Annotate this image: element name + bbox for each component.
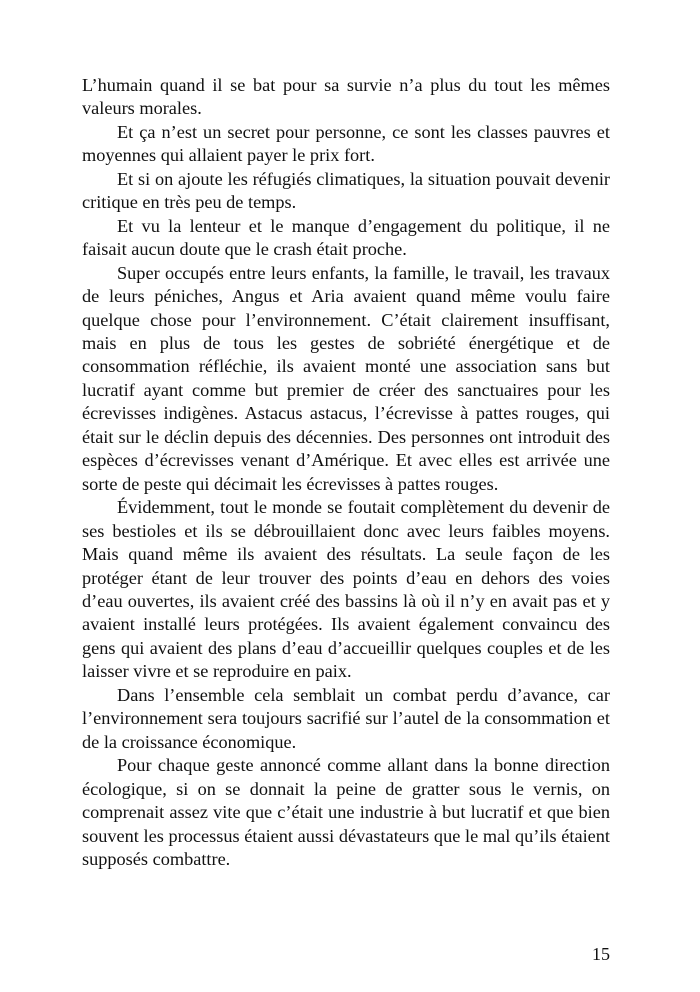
- paragraph: Et si on ajoute les réfugiés climatiques, la situation pouvait devenir critique en très peu de temps.: [82, 168, 610, 213]
- page-body: [82, 74, 610, 871]
- page-number: 15: [592, 944, 610, 964]
- paragraph: Et ça n’est un secret pour personne, ce sont les classes pauvres et moyennes qui allaient payer le prix fort.: [82, 121, 610, 166]
- paragraph: Dans l’ensemble cela semblait un combat perdu d’avance, car l’environnement sera toujours sacrifié sur l’autel de la consommation et de la croissance économique.: [82, 684, 610, 752]
- paragraph: L’humain quand il se bat pour sa survie n’a plus du tout les mêmes valeurs morales.: [82, 75, 610, 119]
- paragraph: Évidemment, tout le monde se foutait complètement du devenir de ses bestioles et ils se débrouillaient donc avec leurs faibles moyens. Mais quand même ils avaient des résultats. La seule façon de les protéger étant de leur trouver des points d’eau en dehors des voies d’eau ouvertes, ils avaient créé des bassins là où il n’y en avait pas et y avaient installé leurs protégées. Ils avaient également convaincu des gens qui avaient des plans d’eau d’accueillir quelques couples et de les laisser vivre et se reproduire en paix.: [82, 497, 610, 682]
- paragraph: Et vu la lenteur et le manque d’engagement du politique, il ne faisait aucun doute que le crash était proche.: [82, 215, 610, 260]
- paragraph: Pour chaque geste annoncé comme allant dans la bonne direction écologique, si on se donnait la peine de gratter sous le vernis, on comprenait assez vite que c’était une industrie à but lucratif et que bien souvent les processus étaient aussi dévastateurs que le mal qu’ils étaient supposés combattre.: [82, 755, 610, 869]
- paragraph: Super occupés entre leurs enfants, la famille, le travail, les travaux de leurs péniches, Angus et Aria avaient quand même voulu faire quelque chose pour l’environnement. C’était clairement insuffisant, mais en plus de tous les gestes de sobriété énergétique et de consommation réfléchie, ils avaient monté une association sans but lucratif ayant comme but premier de créer des sanctuaires pour les écrevisses indigènes. Astacus astacus, l’écrevisse à pattes rouges, qui était sur le déclin depuis des décennies. Des personnes ont introduit des espèces d’écrevisses venant d’Amérique. Et avec elles est arrivée une sorte de peste qui décimait les écrevisses à pattes rouges.: [82, 262, 610, 494]
